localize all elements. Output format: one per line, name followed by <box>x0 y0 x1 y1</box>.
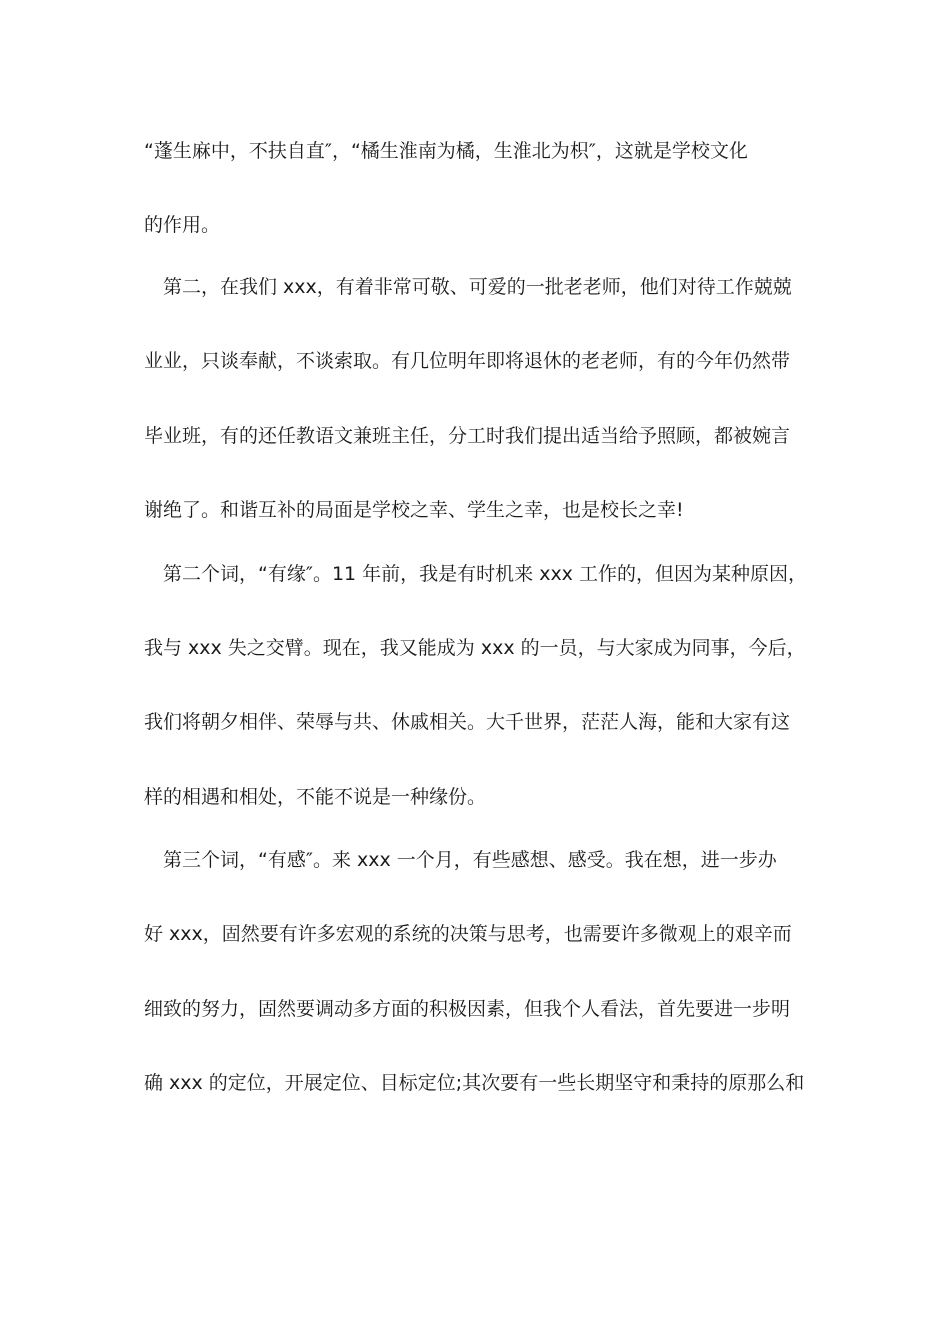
text-line: 好 xxx，固然要有许多宏观的系统的决策与思考，也需要许多微观上的艰辛而 <box>144 923 792 945</box>
text-line: 细致的努力，固然要调动多方面的积极因素，但我个人看法，首先要进一步明 <box>144 998 791 1020</box>
text-line: 的作用。 <box>144 214 221 236</box>
paragraph-start-line: 第二，在我们 xxx，有着非常可敬、可爱的一批老老师，他们对待工作兢兢 <box>163 276 792 298</box>
text-line: 业业，只谈奉献，不谈索取。有几位明年即将退休的老老师，有的今年仍然带 <box>144 350 791 372</box>
text-line: 我们将朝夕相伴、荣辱与共、休戚相关。大千世界，茫茫人海，能和大家有这 <box>144 711 791 733</box>
text-line: 确 xxx 的定位，开展定位、目标定位;其次要有一些长期坚守和秉持的原那么和 <box>144 1072 805 1094</box>
text-line: 样的相遇和相处，不能不说是一种缘份。 <box>144 786 487 808</box>
text-line: 谢绝了。和谐互补的局面是学校之幸、学生之幸，也是校长之幸! <box>144 499 684 521</box>
text-line: 我与 xxx 失之交臂。现在，我又能成为 xxx 的一员，与大家成为同事，今后， <box>144 637 806 659</box>
paragraph-start-line: 第三个词，“有感″。来 xxx 一个月，有些感想、感受。我在想，进一步办 <box>163 849 777 871</box>
text-line: “蓬生麻中，不扶自直″，“橘生淮南为橘，生淮北为枳″，这就是学校文化 <box>144 140 748 162</box>
text-line: 毕业班，有的还任教语文兼班主任，分工时我们提出适当给予照顾，都被婉言 <box>144 425 791 447</box>
paragraph-start-line: 第二个词，“有缘″。11 年前，我是有时机来 xxx 工作的，但因为某种原因， <box>163 563 807 585</box>
